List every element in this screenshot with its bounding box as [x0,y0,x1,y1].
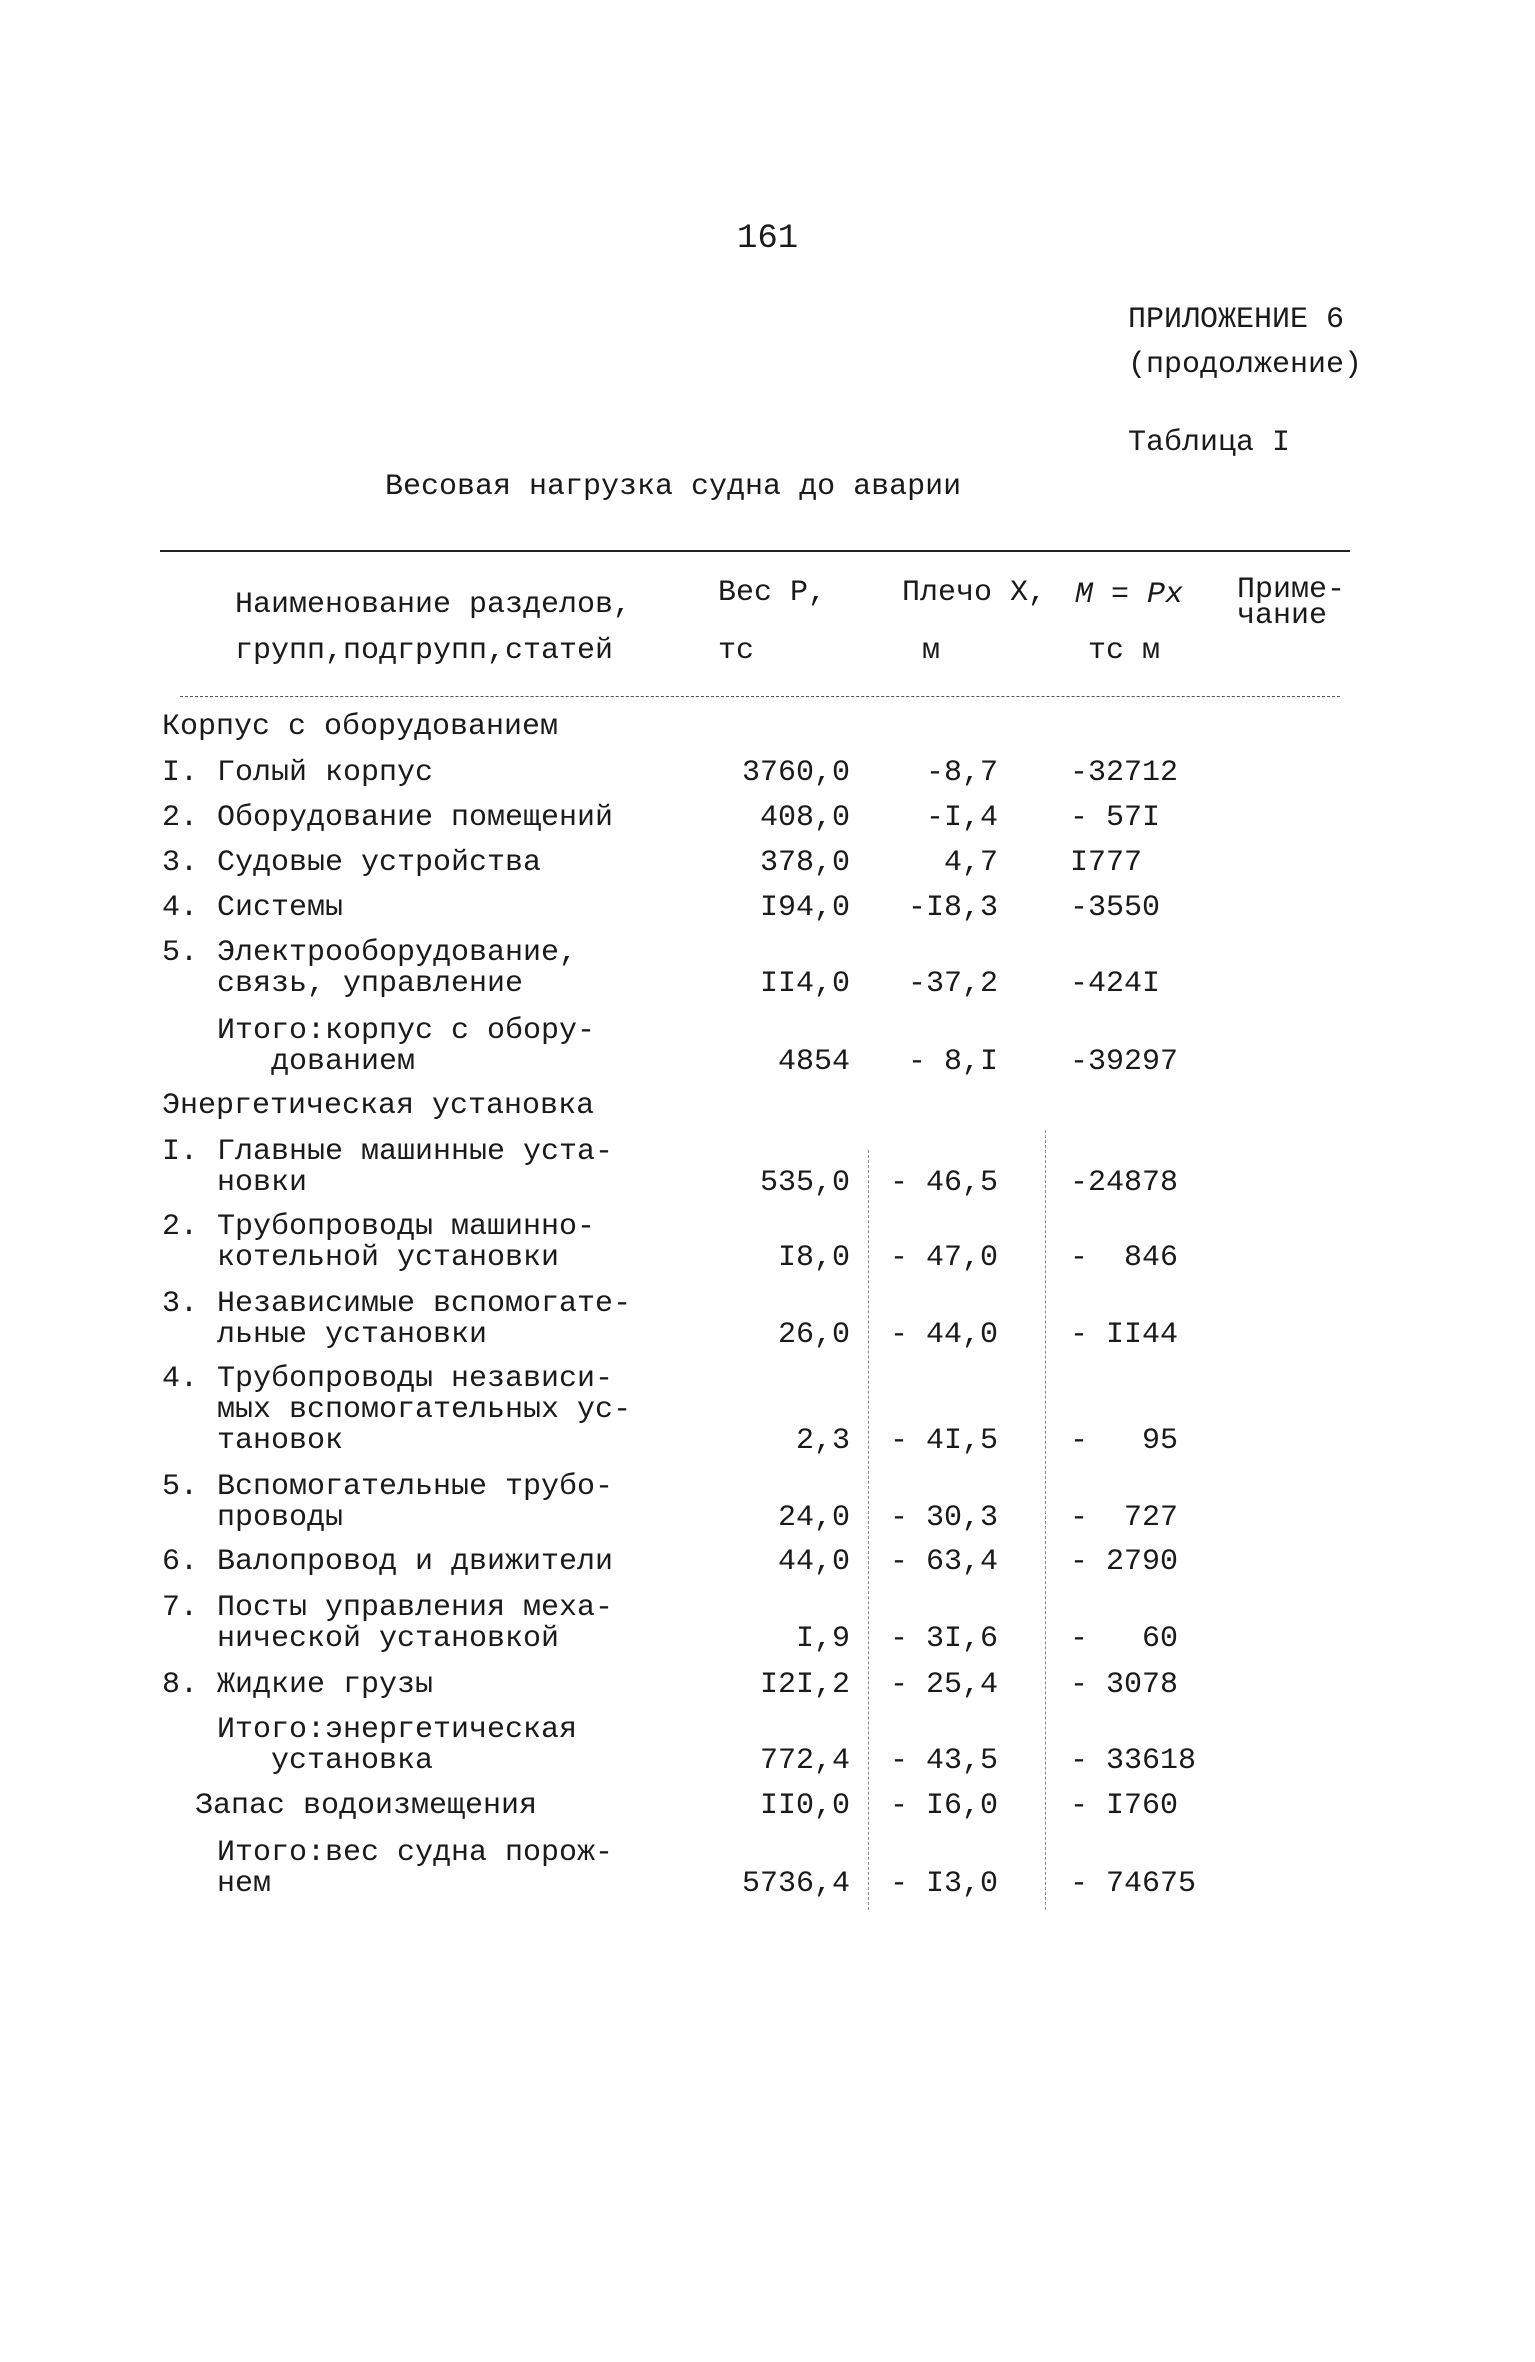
row-name-line: льные установки [217,1318,488,1352]
row-name-line: Корпус с оборудованием [162,710,559,744]
arm-cell: - 63,4 [889,1545,998,1579]
row-name-line: Судовые устройства [217,846,542,880]
row-number: 8. [162,1668,199,1702]
arm-cell: -I8,3 [907,891,998,925]
row-name-line: проводы [217,1501,344,1535]
row-name-line: Системы [217,891,344,925]
moment-cell: - 3078 [1070,1668,1179,1702]
row-number: I. [162,756,199,790]
row-name-line: Энергетическая установка [162,1089,595,1123]
header-arm-unit: м [922,634,941,668]
arm-cell: -37,2 [907,967,998,1001]
row-number: 4. [162,1362,199,1396]
continuation-label: (продолжение) [1128,348,1363,382]
header-note-line1: Приме- [1237,573,1346,607]
moment-cell: -24878 [1070,1166,1179,1200]
moment-cell: -32712 [1070,756,1179,790]
column-divider [868,1150,869,1910]
moment-cell: - 33618 [1070,1744,1197,1778]
row-name-line: Вспомогательные трубо- [217,1470,614,1504]
header-note-line2: чание [1237,599,1328,633]
header-weight-unit: тс [718,634,755,668]
row-name-line: мых вспомогательных ус- [217,1393,632,1427]
moment-cell: -424I [1070,967,1161,1001]
row-name-line: установка [217,1744,434,1778]
row-name-line: Посты управления меха- [217,1591,614,1625]
arm-cell: - 3I,6 [889,1622,998,1656]
header-weight: Вес P, [718,576,827,610]
row-name-line: нем [217,1867,272,1901]
moment-cell: - 74675 [1070,1867,1197,1901]
arm-cell: - 25,4 [889,1668,998,1702]
row-number: 6. [162,1545,199,1579]
table-label: Таблица I [1128,426,1291,460]
row-name-line: Жидкие грузы [217,1668,434,1702]
arm-cell: - 43,5 [889,1744,998,1778]
header-rule [180,696,1340,697]
row-name-line: Независимые вспомогате- [217,1287,632,1321]
row-number: 2. [162,801,199,835]
row-name-line: Итого:корпус с обору- [217,1014,596,1048]
appendix-label: ПРИЛОЖЕНИЕ 6 [1128,303,1345,337]
row-name-line: Валопровод и движители [217,1545,614,1579]
row-number: 3. [162,1287,199,1321]
arm-cell: - 30,3 [889,1501,998,1535]
row-number: 7. [162,1591,199,1625]
top-rule [160,550,1350,552]
weight-cell: II4,0 [759,967,850,1001]
row-name-line: Итого:вес судна порож- [217,1836,614,1870]
weight-cell: I2I,2 [759,1668,850,1702]
weight-cell: 378,0 [759,846,850,880]
weight-cell: 2,3 [795,1424,850,1458]
table-title: Весовая нагрузка судна до аварии [385,470,962,504]
header-arm: Плечо X, [902,576,1047,610]
moment-cell: I777 [1070,846,1143,880]
weight-cell: I8,0 [777,1241,850,1275]
arm-cell: - I6,0 [889,1789,998,1823]
weight-cell: I,9 [795,1622,850,1656]
row-name-line: связь, управление [217,967,524,1001]
arm-cell: - I3,0 [889,1867,998,1901]
arm-cell: -8,7 [925,756,998,790]
weight-cell: I94,0 [759,891,850,925]
moment-cell: - 60 [1070,1622,1179,1656]
row-number: I. [162,1135,199,1169]
row-number: 5. [162,1470,199,1504]
moment-cell: - 57I [1070,801,1161,835]
weight-cell: 4854 [777,1045,850,1079]
weight-cell: II0,0 [759,1789,850,1823]
row-name-line: нической установкой [217,1622,560,1656]
row-name-line: Электрооборудование, [217,936,578,970]
arm-cell: - 8,I [907,1045,998,1079]
moment-cell: - 95 [1070,1424,1179,1458]
row-name-line: Трубопроводы машинно- [217,1210,596,1244]
header-name-line1: Наименование разделов, [235,588,632,622]
arm-cell: - 47,0 [889,1241,998,1275]
moment-cell: - I760 [1070,1789,1179,1823]
header-moment: M = Px [1075,578,1184,612]
weight-cell: 5736,4 [741,1867,850,1901]
moment-cell: - II44 [1070,1318,1179,1352]
row-name-line: Голый корпус [217,756,434,790]
arm-cell: - 46,5 [889,1166,998,1200]
arm-cell: 4,7 [943,846,998,880]
page-number: 161 [737,220,799,258]
arm-cell: -I,4 [925,801,998,835]
row-name-line: дованием [217,1045,416,1079]
moment-cell: -3550 [1070,891,1161,925]
arm-cell: - 4I,5 [889,1424,998,1458]
weight-cell: 26,0 [777,1318,850,1352]
row-number: 5. [162,936,199,970]
row-name-line: Итого:энергетическая [217,1713,578,1747]
row-number: 2. [162,1210,199,1244]
row-name-line: котельной установки [217,1241,560,1275]
header-name-line2: групп,подгрупп,статей [235,634,614,668]
row-name-line: Запас водоизмещения [195,1789,538,1823]
row-number: 4. [162,891,199,925]
moment-cell: -39297 [1070,1045,1179,1079]
header-moment-unit: тс м [1088,634,1161,668]
moment-cell: - 846 [1070,1241,1179,1275]
row-name-line: новки [217,1166,308,1200]
weight-cell: 24,0 [777,1501,850,1535]
row-name-line: Трубопроводы независи- [217,1362,614,1396]
weight-cell: 772,4 [759,1744,850,1778]
weight-cell: 44,0 [777,1545,850,1579]
weight-cell: 408,0 [759,801,850,835]
row-number: 3. [162,846,199,880]
weight-cell: 535,0 [759,1166,850,1200]
row-name-line: Главные машинные уста- [217,1135,614,1169]
column-divider [1045,1130,1046,1910]
weight-cell: 3760,0 [741,756,850,790]
moment-cell: - 2790 [1070,1545,1179,1579]
row-name-line: Оборудование помещений [217,801,614,835]
arm-cell: - 44,0 [889,1318,998,1352]
moment-cell: - 727 [1070,1501,1179,1535]
row-name-line: тановок [217,1424,344,1458]
